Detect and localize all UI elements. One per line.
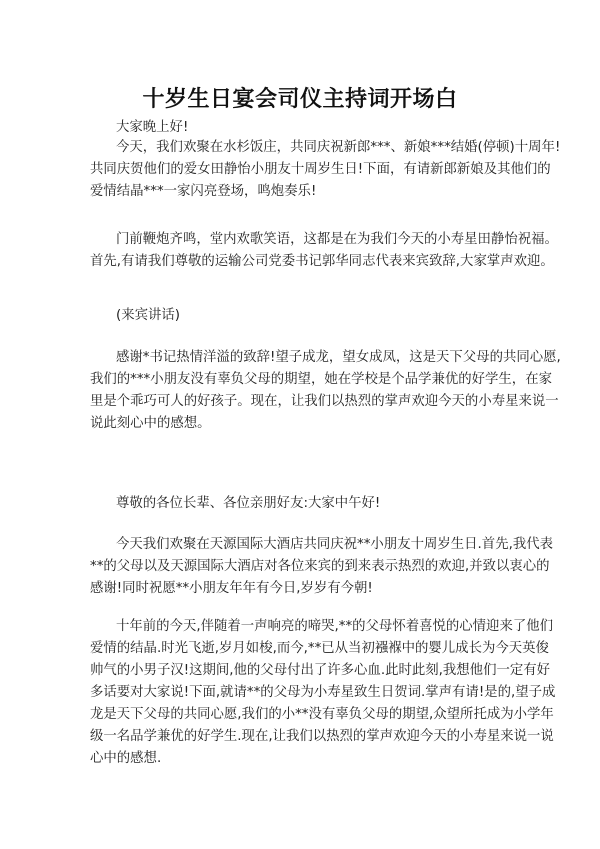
paragraph-ten-years [90,616,556,770]
text-line: 里是个乖巧可人的好孩子。现在，让我们以热烈的掌声欢迎今天的小寿星来说一 [90,394,559,409]
document-title: 十岁生日宴会司仪主持词开场白 [142,87,458,112]
paragraph-invitation [90,229,558,273]
text-line: 十年前的今天,伴随着一声响亮的啼哭,**的父母怀着喜悦的心情迎来了他们 [116,619,554,634]
text-line: **的父母以及天源国际大酒店对各位来宾的到来表示热烈的欢迎,并致以衷心的 [90,559,550,574]
text-line: 门前鞭炮齐鸣，堂内欢歌笑语，这都是在为我们今天的小寿星田静怡祝福。 [116,232,558,247]
text-line: 首先,有请我们尊敬的运输公司党委书记郭华同志代表来宾致辞,大家掌声欢迎。 [90,254,554,269]
text-line: 多话要对大家说!下面,就请**的父母为小寿星致生日贺词.掌声有请!是的,望子成 [90,685,556,700]
text-line: 感谢!同时祝愿**小朋友年年有今日,岁岁有今朝! [90,581,373,596]
text-line: (来宾讲话) [116,308,181,323]
text-line: 大家晚上好! [116,120,189,135]
paragraph-thanks [90,347,561,435]
text-line: 龙是天下父母的共同心愿,我们的小**没有辜负父母的期望,众望所托成为小学年 [90,707,554,722]
paragraph-opening [90,137,561,203]
text-line: 级一名品学兼优的好学生.现在,让我们以热烈的掌声欢迎今天的小寿星来说一说 [90,729,554,744]
text-line: 共同庆贺他们的爱女田静怡小朋友十周岁生日!下面，有请新郎新娘及其他们的 [90,162,551,177]
text-line: 爱情的结晶.时光飞逝,岁月如梭,而今,**已从当初襁褓中的婴儿成长为今天英俊 [90,641,549,656]
text-line: 我们的***小朋友没有辜负父母的期望，她在学校是个品学兼优的好学生，在家 [90,372,552,387]
text-line: 感谢*书记热情洋溢的致辞!望子成龙，望女成凤，这是天下父母的共同心愿, [116,350,561,365]
text-line: 爱情结晶***一家闪亮登场，鸣炮奏乐! [90,184,317,199]
paragraph-guest-speech [90,305,530,327]
text-line: 帅气的小男子汉!这期间,他的父母付出了许多心血.此时此刻,我想他们一定有好 [90,663,551,678]
paragraph-welcome [90,534,554,600]
text-line: 尊敬的各位长辈、各位亲朋好友:大家中午好! [116,496,381,511]
text-line: 说此刻心中的感想。 [90,416,211,431]
text-line: 今天，我们欢聚在水杉饭庄，共同庆祝新郎***、新娘***结婚(停顿)十周年! [116,140,561,155]
paragraph-second-greeting [90,493,530,515]
text-line: 今天我们欢聚在天源国际大酒店共同庆祝**小朋友十周岁生日.首先,我代表 [116,537,554,552]
text-line: 心中的感想. [90,751,162,766]
paragraph-greeting [90,117,530,139]
